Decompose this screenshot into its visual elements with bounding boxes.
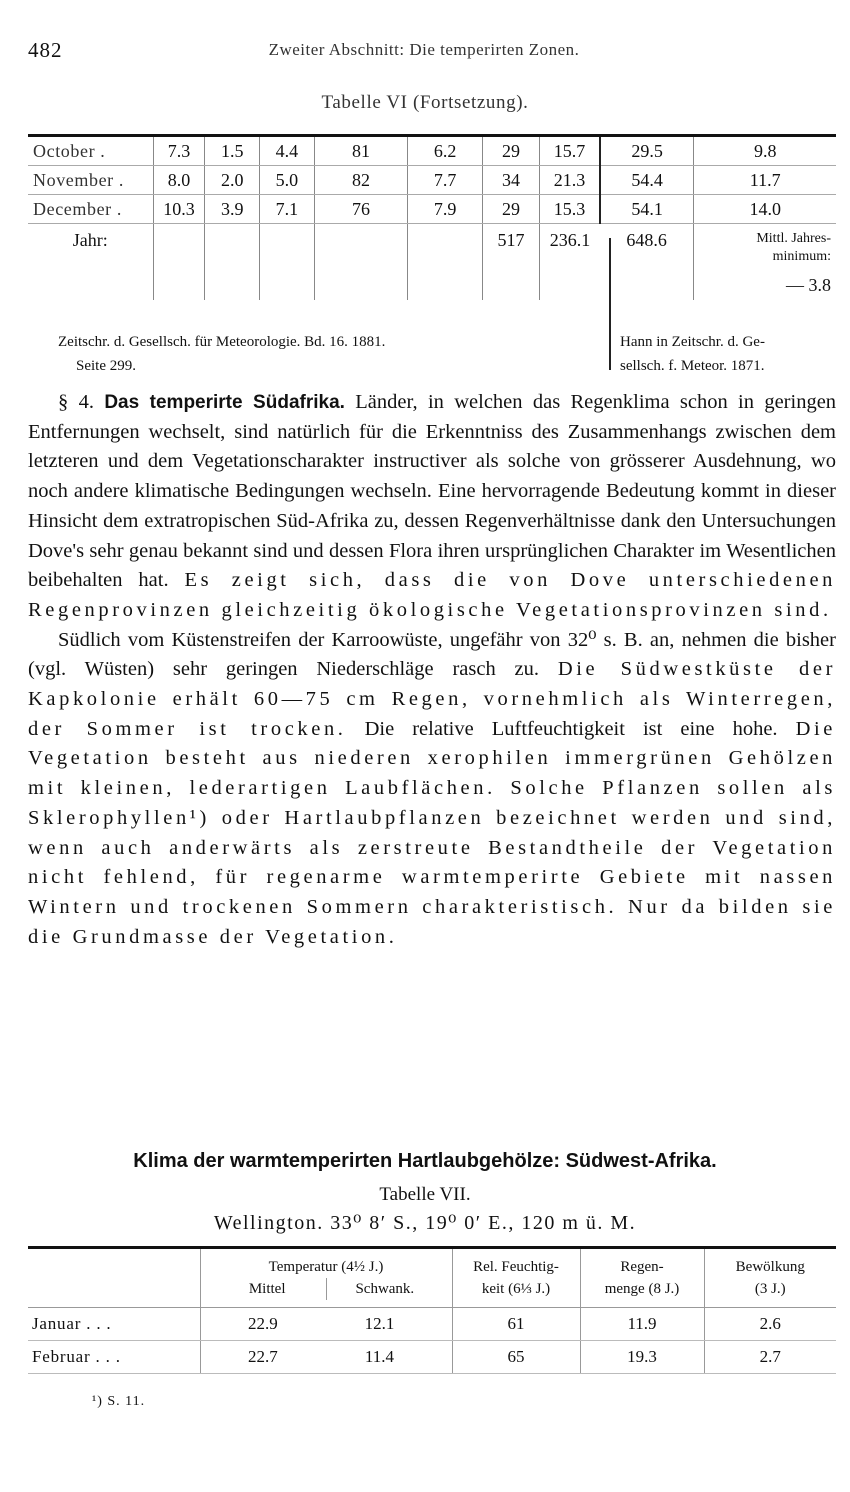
empty-cell bbox=[408, 224, 482, 301]
value-cell: 65 bbox=[452, 1341, 580, 1374]
header-label: Temperatur (4½ J.) bbox=[268, 1259, 384, 1275]
source-line: Hann in Zeitschr. d. Ge- bbox=[620, 334, 765, 350]
header-label: Bewölkung bbox=[735, 1259, 805, 1275]
value-cell: 3.9 bbox=[205, 195, 260, 224]
source-line: sellsch. f. Meteor. 1871. bbox=[620, 358, 765, 374]
section-title: Das temperirte Südafrika. bbox=[104, 392, 345, 413]
paragraph bbox=[28, 626, 836, 953]
mittl-line1: Mittl. Jahres- bbox=[756, 231, 831, 246]
value-cell: 2.0 bbox=[205, 166, 260, 195]
month-cell: October . bbox=[28, 136, 153, 166]
spaced-text-run: Die Südwestküste der Kapkolonie erhält 60—75 cm Regen, vornehmlich als Winterregen, der Sommer ist trocken. bbox=[28, 658, 836, 740]
value-cell: 10.3 bbox=[153, 195, 205, 224]
table6-caption: Tabelle VI (Fortsetzung). bbox=[321, 92, 529, 113]
mittl-jahresminimum bbox=[694, 224, 836, 301]
table6-source-right bbox=[620, 330, 830, 378]
header-label: Rel. Feuchtig- bbox=[473, 1259, 559, 1275]
value-cell: 29 bbox=[482, 195, 540, 224]
header-bewoelkung bbox=[704, 1248, 836, 1308]
page-header bbox=[28, 38, 820, 64]
source-line: Seite 299. bbox=[76, 358, 136, 374]
month-cell: November . bbox=[28, 166, 153, 195]
table7 bbox=[28, 1246, 836, 1374]
month-cell: December . bbox=[28, 195, 153, 224]
header-empty bbox=[28, 1248, 200, 1308]
value-cell: 12.1 bbox=[364, 1314, 395, 1333]
mittl-line2: minimum: bbox=[772, 249, 831, 264]
header-label: Regen- bbox=[620, 1259, 664, 1275]
value-cell: 11.7 bbox=[694, 166, 836, 195]
spaced-text-run: Die Vegetation besteht aus niederen xerophilen immergrünen Gehölzen mit kleinen, lederartigen Laubflächen. Solche Pflanzen sollen als Sklerophyllen¹) oder Hartlaubpflanzen bezeichnet werden und sind, wenn auch anderwärts als zerstreute Bestandtheile der Vegetation nicht fehlend, für regenarme warmtemperirte Gebiete mit nassen Wintern und trockenen Sommern charakteristisch. Nur da bilden sie die Grundmasse der Vegetation. bbox=[28, 717, 837, 948]
section-number: § 4. bbox=[58, 391, 94, 413]
text-run: Länder, in welchen das Regenklima schon in geringen Entfernungen wechselt, sind natürlich für die Erkenntniss des Zusammenhangs zwischen dem letzteren und dem Vegetationscharakter instructiver als solche von grösserer Ausdehnung, wo noch andere klimatische Bedingungen wechseln. Eine hervorragende Bedeutung kommt in dieser Hinsicht dem extratropischen Süd-Afrika zu, dessen Regenverhältnisse dank den Untersuchungen Dove's sehr genau bekannt sind und dessen Flora ihren ursprünglichen Charakter im Wesentlichen beibehalten hat. bbox=[28, 391, 837, 592]
table6 bbox=[28, 134, 836, 300]
paragraph bbox=[28, 388, 836, 626]
table7-caption: Tabelle VII. bbox=[379, 1184, 471, 1205]
text-run: Südlich vom Küstenstreifen der Karroowüste, ungefähr von 32⁰ s. B. an, nehmen die bisher (vgl. Wüsten) sehr geringen Niederschläge rasch zu. bbox=[28, 628, 836, 681]
jahr-label: Jahr: bbox=[72, 230, 108, 250]
empty-cell bbox=[153, 224, 205, 301]
value-cell: 29.5 bbox=[600, 136, 694, 166]
month-cell: Januar . . . bbox=[28, 1308, 200, 1341]
table-row bbox=[28, 1308, 836, 1341]
value-cell: 22.7 bbox=[247, 1347, 278, 1366]
text-run: Die relative Luftfeuchtigkeit ist eine hohe. bbox=[364, 717, 778, 740]
value-cell: 21.3 bbox=[540, 166, 600, 195]
station-line: Wellington. 33⁰ 8′ S., 19⁰ 0′ E., 120 m ü. M. bbox=[213, 1212, 637, 1234]
value-cell: 22.9 bbox=[247, 1314, 278, 1333]
empty-cell bbox=[260, 224, 315, 301]
value-cell: 82 bbox=[314, 166, 408, 195]
value-cell: 54.1 bbox=[600, 195, 694, 224]
header-temperatur bbox=[200, 1248, 452, 1308]
header-label: keit (6⅓ J.) bbox=[481, 1281, 551, 1297]
table-row bbox=[28, 1341, 836, 1374]
value-cell: 6.2 bbox=[408, 136, 482, 166]
value-cell: 34 bbox=[482, 166, 540, 195]
empty-cell bbox=[205, 224, 260, 301]
value-cell: 9.8 bbox=[694, 136, 836, 166]
spaced-text-run: Es zeigt sich, dass die von Dove unterschiedenen Regenprovinzen gleichzeitig ökologische Vegetationsprovinzen sind. bbox=[28, 569, 837, 621]
source-line: Zeitschr. d. Gesellsch. für Meteorologie. Bd. 16. 1881. bbox=[58, 334, 386, 350]
value-cell: 7.7 bbox=[408, 166, 482, 195]
value-cell: 1.5 bbox=[205, 136, 260, 166]
body-text bbox=[28, 388, 836, 952]
header-label: menge (8 J.) bbox=[604, 1281, 680, 1297]
table-row bbox=[28, 136, 836, 166]
header-feuchtigkeit bbox=[452, 1248, 580, 1308]
header-label: (3 J.) bbox=[754, 1281, 786, 1297]
value-cell: 2.6 bbox=[704, 1308, 836, 1341]
header-label: Schwank. bbox=[326, 1278, 444, 1300]
value-cell: 54.4 bbox=[600, 166, 694, 195]
jahr-value: 236.1 bbox=[540, 224, 600, 301]
value-cell: 14.0 bbox=[694, 195, 836, 224]
value-cell: 76 bbox=[314, 195, 408, 224]
value-cell: 15.3 bbox=[540, 195, 600, 224]
footnote: ¹) S. 11. bbox=[92, 1394, 146, 1409]
value-cell: 11.9 bbox=[580, 1308, 704, 1341]
table7-header bbox=[28, 1248, 836, 1308]
klima-title: Klima der warmtemperirten Hartlaubgehölze: Südwest-Afrika. bbox=[133, 1150, 717, 1172]
value-cell: 5.0 bbox=[260, 166, 315, 195]
month-cell: Februar . . . bbox=[28, 1341, 200, 1374]
value-cell: 29 bbox=[482, 136, 540, 166]
temp-cells bbox=[200, 1308, 452, 1341]
header-regenmenge bbox=[580, 1248, 704, 1308]
table6-divider bbox=[609, 238, 611, 370]
table-row bbox=[28, 195, 836, 224]
mittl-value: — 3.8 bbox=[786, 275, 831, 295]
value-cell: 7.9 bbox=[408, 195, 482, 224]
table6-source-left bbox=[58, 330, 598, 378]
jahr-value: 648.6 bbox=[626, 230, 667, 250]
page-number: 482 bbox=[28, 38, 63, 62]
table-row-jahr bbox=[28, 224, 836, 301]
value-cell: 19.3 bbox=[580, 1341, 704, 1374]
jahr-value: 517 bbox=[482, 224, 540, 301]
value-cell: 15.7 bbox=[540, 136, 600, 166]
running-head: Zweiter Abschnitt: Die temperirten Zonen. bbox=[268, 40, 580, 59]
value-cell: 7.1 bbox=[260, 195, 315, 224]
header-label: Mittel bbox=[248, 1281, 286, 1297]
value-cell: 7.3 bbox=[153, 136, 205, 166]
value-cell: 11.4 bbox=[364, 1347, 394, 1366]
table-row bbox=[28, 166, 836, 195]
value-cell: 8.0 bbox=[153, 166, 205, 195]
value-cell: 2.7 bbox=[704, 1341, 836, 1374]
value-cell: 81 bbox=[314, 136, 408, 166]
value-cell: 4.4 bbox=[260, 136, 315, 166]
value-cell: 61 bbox=[452, 1308, 580, 1341]
temp-cells bbox=[200, 1341, 452, 1374]
empty-cell bbox=[314, 224, 408, 301]
